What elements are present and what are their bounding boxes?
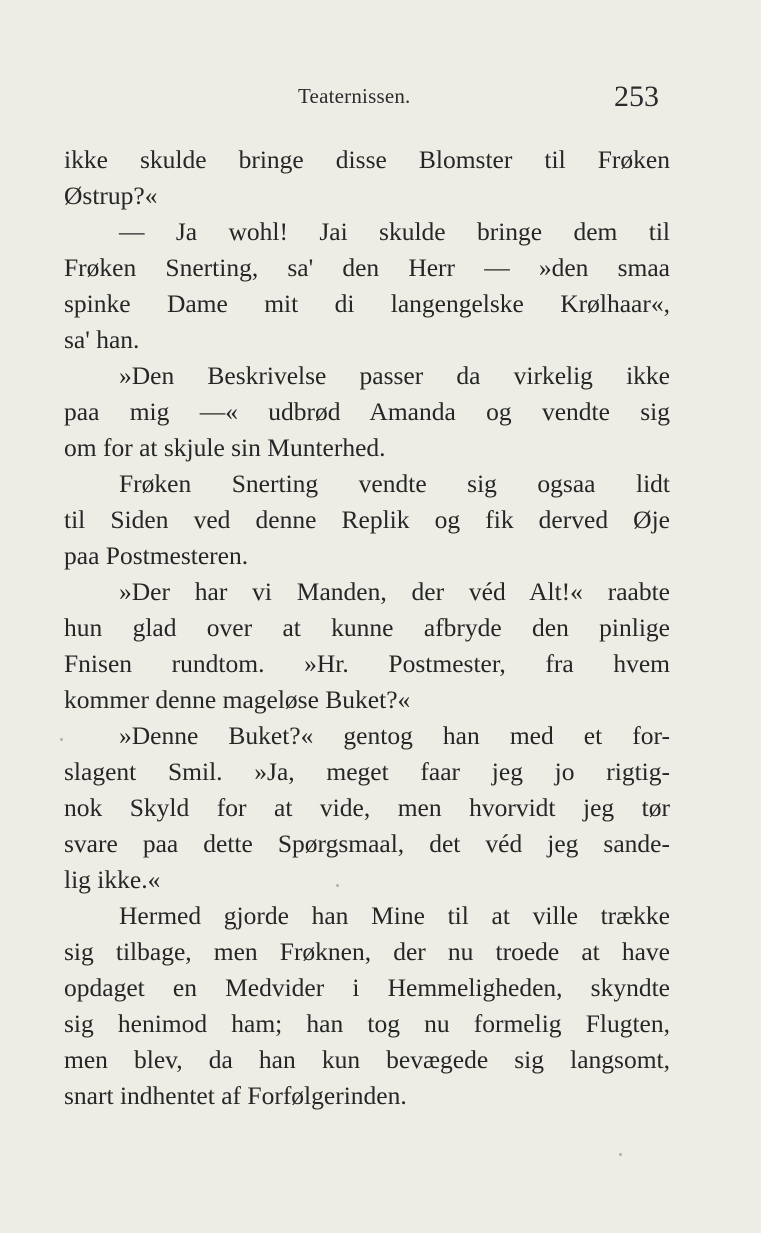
page-number: 253 [614,80,659,113]
text-line: Frøken Snerting vendte sig ogsaa lidt [119,469,670,498]
text-line: — Ja wohl! Jai skulde bringe dem til [119,217,670,246]
text-line: Frøken Snerting, sa' den Herr — »den smaa [64,253,670,282]
text-line: spinke Dame mit di langengelske Krølhaar«, [64,289,670,318]
text-line: paa Postmesteren. [64,541,249,570]
text-line: sig tilbage, men Frøknen, der nu troede at have [64,937,670,966]
text-line: »Den Beskrivelse passer da virkelig ikke [119,361,670,390]
text-line: men blev, da han kun bevægede sig langsomt, [64,1045,670,1074]
text-line: svare paa dette Spørgsmaal, det véd jeg sande- [64,829,670,858]
running-title: Teaternissen. [298,84,411,108]
text-line: opdaget en Medvider i Hemmeligheden, skyndte [64,973,670,1002]
paper-speck [619,1153,622,1156]
text-line: Fnisen rundtom. »Hr. Postmester, fra hvem [64,649,670,678]
text-line: om for at skjule sin Munterhed. [64,433,386,462]
text-line: slagent Smil. »Ja, meget faar jeg jo rigtig- [64,757,670,786]
text-line: hun glad over at kunne afbryde den pinlige [64,613,670,642]
text-line: snart indhentet af Forfølgerinden. [64,1081,407,1110]
text-line: lig ikke.« [64,865,161,894]
text-line: ikke skulde bringe disse Blomster til Frøken [64,145,670,174]
text-line: Hermed gjorde han Mine til at ville trække [119,901,670,930]
text-line: »Der har vi Manden, der véd Alt!« raabte [119,577,670,606]
text-line: Østrup?« [64,181,158,210]
text-line: sig henimod ham; han tog nu formelig Flugten, [64,1009,670,1038]
text-line: kommer denne mageløse Buket?« [64,685,411,714]
text-line: nok Skyld for at vide, men hvorvidt jeg tør [64,793,670,822]
text-line: »Denne Buket?« gentog han med et for- [119,721,670,750]
text-line: sa' han. [64,325,140,354]
text-line: paa mig —« udbrød Amanda og vendte sig [64,397,670,426]
text-body [64,142,670,1114]
paper-speck [60,738,63,741]
text-line: til Siden ved denne Replik og fik derved Øje [64,505,670,534]
paper-speck [336,884,339,887]
